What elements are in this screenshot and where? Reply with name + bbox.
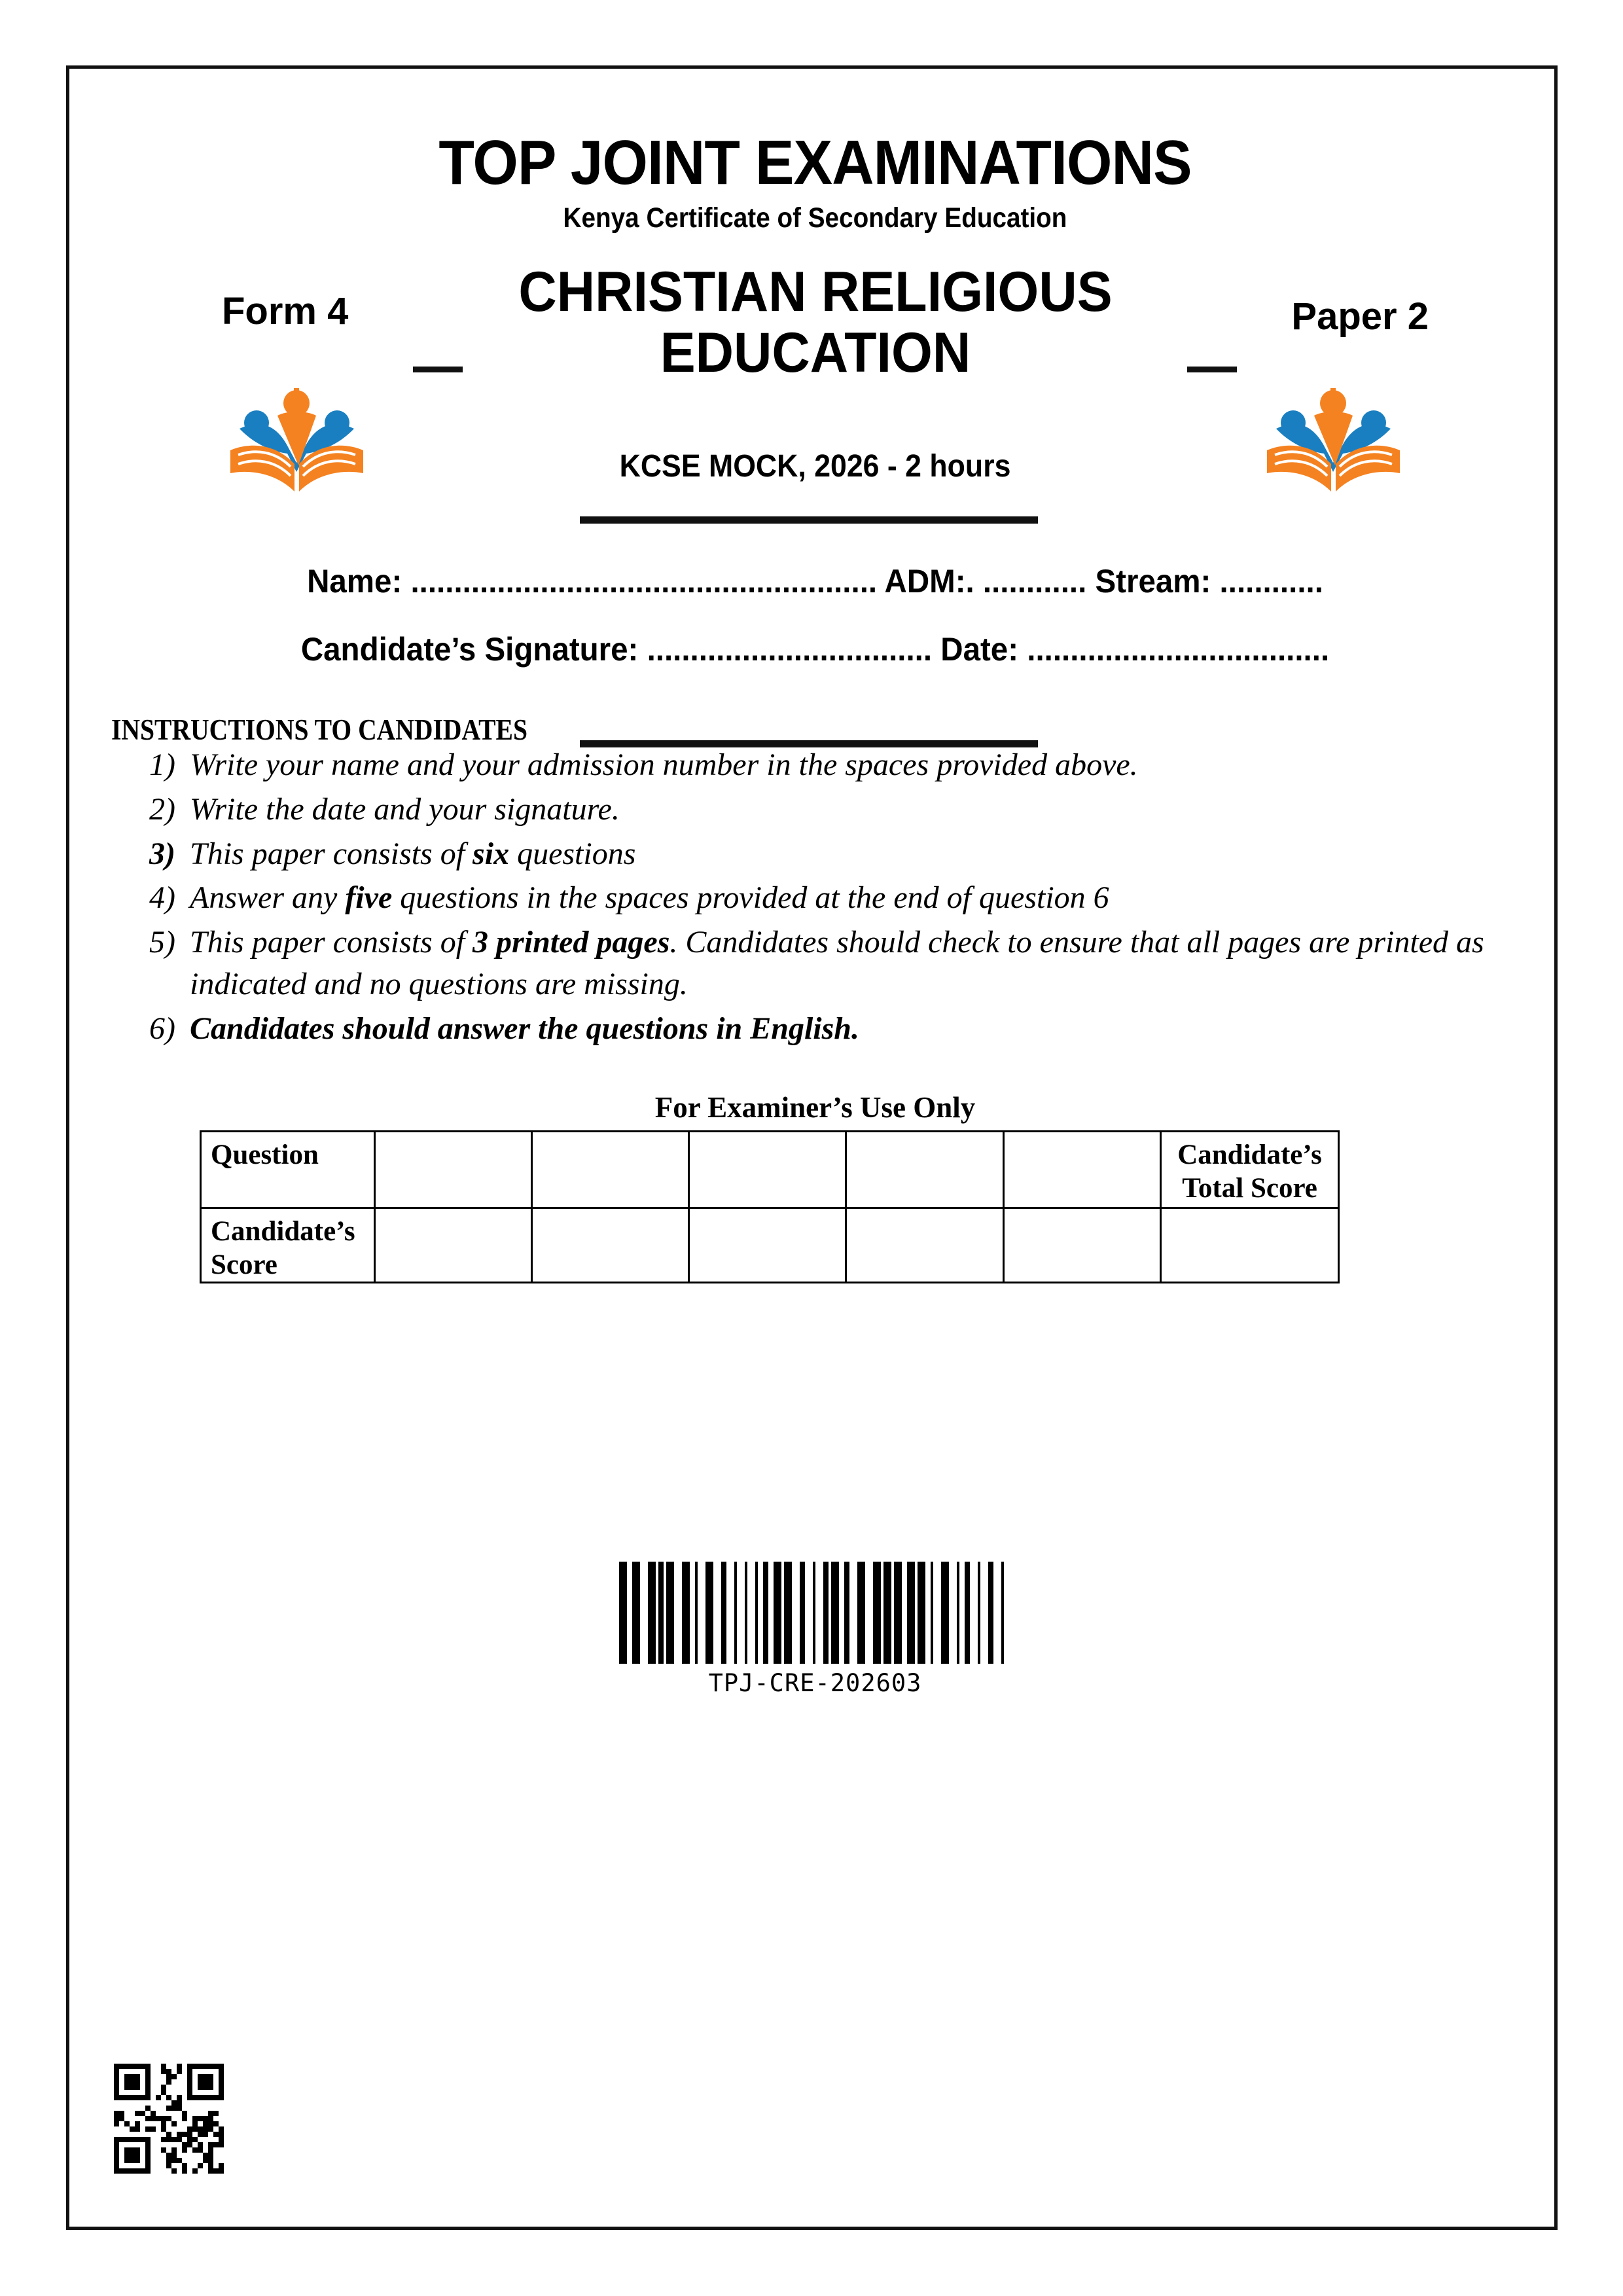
- subject-title: CHRISTIAN RELIGIOUS EDUCATION: [518, 260, 1113, 384]
- score-cell[interactable]: [689, 1208, 846, 1283]
- question-cell[interactable]: [689, 1132, 846, 1208]
- score-cell[interactable]: [1003, 1208, 1160, 1283]
- table-row: [201, 1132, 1339, 1208]
- score-cell[interactable]: [846, 1208, 1003, 1283]
- exam-qr-code: [114, 2064, 224, 2174]
- instruction-number: 5): [149, 925, 175, 960]
- question-cell[interactable]: [846, 1132, 1003, 1208]
- exam-session-label: KCSE MOCK, 2026 - 2 hours: [619, 449, 1011, 484]
- instruction-number: 6): [149, 1011, 175, 1046]
- examiner-table-caption: For Examiner’s Use Only: [654, 1091, 976, 1124]
- barcode-bars: [619, 1562, 1012, 1664]
- score-cell[interactable]: [531, 1208, 688, 1283]
- instruction-item: [111, 922, 1486, 1005]
- instruction-text: Write the date and your signature.: [190, 791, 620, 827]
- instruction-text: Write your name and your admission number in the spaces provided above.: [190, 747, 1138, 782]
- table-row: [201, 1208, 1339, 1283]
- qr-grid: [114, 2064, 224, 2174]
- instructions-list: [111, 744, 1486, 1052]
- instruction-item: [111, 789, 1486, 831]
- instruction-number: 2): [149, 791, 175, 827]
- dash-right-decoration: [1187, 367, 1237, 372]
- instruction-item: [111, 1008, 1486, 1050]
- instruction-item: [111, 744, 1486, 786]
- instruction-text: Candidates should answer the questions in English.: [190, 1011, 859, 1046]
- question-cell[interactable]: [1003, 1132, 1160, 1208]
- instructions-heading: INSTRUCTIONS TO CANDIDATES: [111, 713, 527, 746]
- instruction-text: This paper consists of six questions: [190, 836, 636, 871]
- question-row-label: Question: [201, 1132, 375, 1208]
- barcode-value-label: TPJ-CRE-202603: [708, 1669, 922, 1697]
- instruction-item: [111, 877, 1486, 919]
- examiner-score-table: [200, 1130, 1340, 1283]
- instruction-text: This paper consists of 3 printed pages. Candidates should check to ensure that all pages are printed as indicated and no questions are missing.: [190, 925, 1484, 1002]
- score-row-label: Candidate’s Score: [201, 1208, 375, 1283]
- page-frame: [66, 65, 1558, 2230]
- divider-top: [580, 516, 1038, 524]
- instruction-number: 4): [149, 880, 175, 916]
- instruction-item: [111, 833, 1486, 875]
- dash-left-decoration: [413, 367, 463, 372]
- exam-subtitle: Kenya Certificate of Secondary Education: [563, 202, 1067, 234]
- form-label: Form 4: [222, 290, 349, 332]
- paper-label: Paper 2: [1291, 295, 1429, 338]
- candidate-name-field[interactable]: Name: ...................................................... ADM:. ............ Stream: ............: [307, 563, 1323, 600]
- question-cell[interactable]: [374, 1132, 531, 1208]
- page-title: TOP JOINT EXAMINATIONS: [438, 128, 1192, 198]
- instruction-text: Answer any five questions in the spaces provided at the end of question 6: [190, 880, 1109, 916]
- score-cell[interactable]: [374, 1208, 531, 1283]
- exam-barcode: [69, 1553, 1561, 1697]
- question-cell[interactable]: [531, 1132, 688, 1208]
- score-cell-total[interactable]: [1161, 1208, 1339, 1283]
- candidate-total-score-label: Candidate’s Total Score: [1161, 1132, 1339, 1208]
- instruction-number: 1): [149, 747, 175, 782]
- instruction-number: 3): [149, 836, 175, 871]
- candidate-signature-field[interactable]: Candidate’s Signature: ................................. Date: ...................................: [300, 631, 1330, 668]
